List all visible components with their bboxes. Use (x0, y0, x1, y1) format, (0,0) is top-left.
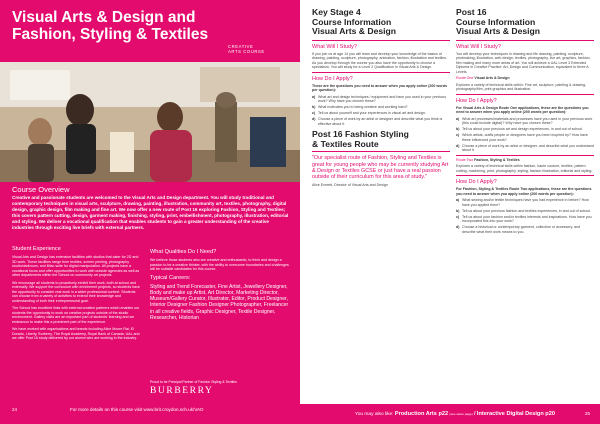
list-item (456, 215, 594, 224)
list-item (456, 117, 594, 126)
list-label: d) (456, 225, 460, 230)
post16-apply-intro: For Visual Arts & Design Route One applications, these are the questions you need to answer when you apply online (200 words per question): (456, 105, 589, 115)
list-text: Tell us about your fashion and/or textiles interests and inspirations. How have you incorporated this into your work? (462, 214, 592, 224)
list-label: c) (312, 111, 316, 116)
post16-question-list (456, 117, 594, 153)
fashion-studio-photo (0, 62, 300, 182)
list-text: What art processes/materials and processes have you used in your previous work (this could include digital)? Why have you chosen these? (462, 116, 593, 126)
qualities-column (150, 246, 290, 321)
list-text: What motivates you to being creative and working hard? (318, 105, 408, 110)
course-link[interactable]: For more details on this course visit www.brit.croydon.sch.uk/VAD (70, 407, 204, 412)
qualities-heading: What Qualities Do I Need? (150, 249, 217, 255)
right-page (300, 0, 600, 424)
divider (312, 151, 450, 152)
list-text: Choose a piece of work by an artist or designer, and describe what you understand about it. (462, 143, 594, 153)
list-item (456, 198, 594, 207)
ks4-question-list (312, 95, 450, 127)
list-label: b) (456, 208, 460, 213)
ks4-title-line-1: Key Stage 4 (312, 7, 361, 17)
list-item (456, 127, 594, 132)
ks4-apply-heading: How Do I Apply? (312, 75, 353, 82)
list-item (456, 133, 594, 142)
post16-apply2-intro: For Fashion, Styling & Textiles Route Two applications, these are the questions you need to answer when you apply online (200 words per question): (456, 187, 592, 196)
pull-quote: "Our specialist route of Fashion, Styling and Textiles is great for young people who may be currently studying Art & Design or Textiles GCSE or just have a real passion outside of their curriculum for this area of study." (312, 155, 449, 181)
overview-text: Creative and passionate students are welcomed to the Visual Arts and Design department. You will study traditional and contemporary techniques in visual arts, sculpture, drawing, painting, illustration, community art, textiles, photography, digital design, graphic design, film making and fine art. We now offer a new route of Post 16 exploring Fashion, Styling and Textiles; this covers pattern cutting, design, garment making, finishing, styling, print, embellishment, photography, illustration, editorial and styling. We deliver a vocational qualification that enables students to gain a greater understanding of the creative industries through exciting live briefs with external partners. (12, 195, 289, 230)
list-text: Tell us about your previous fashion and textiles experiences, in and out of school. (462, 208, 592, 213)
footer-prefix: You may also like: (355, 412, 394, 417)
post16-study-heading: What Will I Study? (456, 43, 501, 50)
list-label: a) (456, 116, 460, 121)
student-experience-p1: Visual Arts and Design has extensive facilities with studios that cater for 2D and 3D work. These facilities range from textiles, screen printing, photography studio/darkroom, and iMac suite for digital manipulation. All projects have a vocational focus and offer opportunities to work with outside agencies as well as other departments within the School on community art projects. (12, 255, 140, 277)
list-item (312, 95, 450, 104)
list-label: c) (456, 214, 460, 219)
fashion-title-line-1: Post 16 Fashion Styling (312, 129, 409, 140)
list-item (456, 225, 594, 234)
divider (456, 40, 594, 41)
fashion-route-title (312, 130, 450, 149)
ks4-study-text: If you join us at age 14 you will learn and develop your knowledge of the basics of drawing, painting, sculpture, photography, animation, fashion, illustration and textiles. As you develop through the course you also have the opportunity to choose a specialism. You will study for a Level 2 Qualification in Visual Arts & Design. (312, 51, 447, 70)
post16-question-list-2 (456, 198, 594, 234)
list-label: d) (456, 143, 460, 148)
route-one-title: Visual Arts & Design (474, 76, 510, 81)
student-experience-column (12, 246, 140, 344)
footer-text: You may also like: Production Arts p22 (see same page) / Interactive Digital Design p20 (355, 411, 555, 417)
course-tag (228, 44, 265, 54)
divider (456, 175, 594, 176)
route-one (456, 76, 594, 81)
qualities-text: We believe those students who are creative and enthusiastic, to think and design a passion to be a creative thinker, with the ability to overcome boundaries and challenges will be suitable candidates for this course. (150, 258, 289, 271)
course-title (12, 9, 292, 43)
ks4-title-line-3: Visual Arts & Design (312, 26, 397, 37)
related-course-link-1[interactable]: Production Arts p22 (394, 411, 449, 417)
divider (312, 40, 450, 41)
list-item (312, 105, 450, 110)
list-label: c) (456, 133, 460, 138)
route-one-text: Explores a variety of technical skills within: Fine art, sculpture, painting & drawing, photography/film, print graphics and illustration. (456, 82, 587, 92)
post16-title-line-2: Course Information (456, 16, 536, 27)
tag-line-1: CREATIVE (228, 44, 254, 49)
list-label: a) (456, 198, 460, 203)
list-item (456, 144, 594, 153)
careers-text: Styling and Trend Forecaster, Fine Artist, Jewellery Designer, Body and make up Artist, Art Director, Marketing Director, Museum/Gallery Curator, Illustrator, Editor, Product Designer, Interior Designer Fashion Designer Photographer, Freelancer in all creative fields, Graphic Designer, Textile Designer, Researcher, Historian (150, 283, 289, 321)
list-label: a) (312, 94, 316, 99)
list-text: Tell us about yourself and your experiences in visual art and design. (318, 111, 426, 116)
tag-line-2: ARTS COURSE (228, 49, 265, 54)
route-two-text: Explores a variety of technical skills within fashion, haute couture, textiles, pattern cutting, machining, print, photography, styling, fashion illustration, editorial and styling. (456, 164, 593, 173)
list-label: b) (312, 105, 316, 110)
list-label: b) (456, 127, 460, 132)
fashion-title-line-2: & Textiles Route (312, 138, 379, 149)
route-one-tag: Route One (456, 76, 474, 81)
route-two-title: Fashion, Styling & Textiles (474, 157, 520, 162)
footer-bar (300, 404, 600, 424)
student-experience-p4: We have worked with organisations and brands including Alice Moore Rai, El Dorado, Liberty, Burberry, The Royal Academy, Royal Bank of Canada, UAL and we offer Post 16 study delivered by our alumni who are working in the industry. (12, 327, 140, 340)
ks4-column (312, 8, 450, 187)
photo-illustration (0, 62, 300, 182)
quote-attribution: Alice Everett, Director of Visual Arts and Design (312, 182, 388, 187)
page-number-right: 25 (584, 411, 590, 416)
post16-apply2-heading: How Do I Apply? (456, 179, 497, 186)
partner-caption: Proud to be Principal Partner of Fashion Styling & Textiles (150, 380, 237, 384)
student-experience-p3: The School has excellent links with external creative partners which enables our students the opportunity to work on creative projects outside of the studio environment. Gallery visits are an important part of students' learning and we endeavour to make this a prominent part of the experience. (12, 306, 140, 324)
list-text: Which artists, crafts people or designers have you been inspired by? How have these influenced your work? (462, 133, 588, 142)
student-experience-p2: We encourage all students to proactively exhibit their work, both at school and externally. We support the curriculum with enrichment projects, so students have the opportunity to consider real work in a wider professional context. Students can choose from a variety of activities to extend their knowledge and understanding of both their entrepreneurial goal. (12, 280, 140, 303)
title-line-2: Fashion, Styling & Textiles (12, 26, 209, 43)
footer-note: (see same page) (449, 412, 473, 416)
list-text: What sewing and/or textile techniques have you had experience in before? How have you applied them? (462, 198, 589, 207)
list-label: d) (312, 117, 316, 122)
brand-logo: BURBERRY (150, 386, 214, 396)
list-item (312, 117, 450, 126)
list-item (312, 111, 450, 116)
divider (456, 155, 594, 156)
post16-title-line-1: Post 16 (456, 7, 487, 17)
post16-title (456, 8, 594, 37)
list-text: Choose a historical or contemporary garment, collection or accessory, and describe what their work means to you. (462, 225, 580, 234)
ks4-title-line-2: Course Information (312, 16, 392, 27)
list-text: Tell us about your previous art and design experiences, in and out of school. (462, 127, 584, 132)
post16-study-text: You will develop your techniques in drawing and life drawing, painting, sculpture, printmaking, illustration, web design, textiles, photography, live art, graphics, fashion, film making and many more areas of art. You will achieve a UAL Level 3 Extended Diploma in Creative Practice: Art, Design and Communication, equivalent to three A Levels. (456, 51, 591, 74)
list-item (456, 209, 594, 214)
divider (456, 94, 594, 95)
post16-apply-heading: How Do I Apply? (456, 97, 497, 104)
list-text: Choose a piece of work by an artist or designer and describe what you think is effective about it. (318, 117, 443, 126)
post16-column (456, 8, 594, 236)
ks4-title (312, 8, 450, 37)
student-experience-heading: Student Experience (12, 246, 61, 252)
careers-heading: Typical Careers: (150, 274, 191, 281)
overview-heading: Course Overview (12, 185, 70, 194)
title-line-1: Visual Arts & Design and (12, 9, 196, 26)
route-two (456, 158, 594, 163)
divider (312, 72, 450, 73)
route-two-tag: Route Two (456, 157, 474, 162)
post16-title-line-3: Visual Arts & Design (456, 26, 541, 37)
list-text: What art and design techniques / equipment and have you used in your previous work? Why have you chosen these? (318, 94, 447, 104)
page-number-left: 24 (12, 407, 18, 412)
related-course-link-2[interactable]: Interactive Digital Design p20 (476, 411, 555, 417)
ks4-apply-intro: These are the questions you need to answer when you apply online (200 words per question): (312, 83, 447, 93)
ks4-study-heading: What Will I Study? (312, 43, 357, 50)
